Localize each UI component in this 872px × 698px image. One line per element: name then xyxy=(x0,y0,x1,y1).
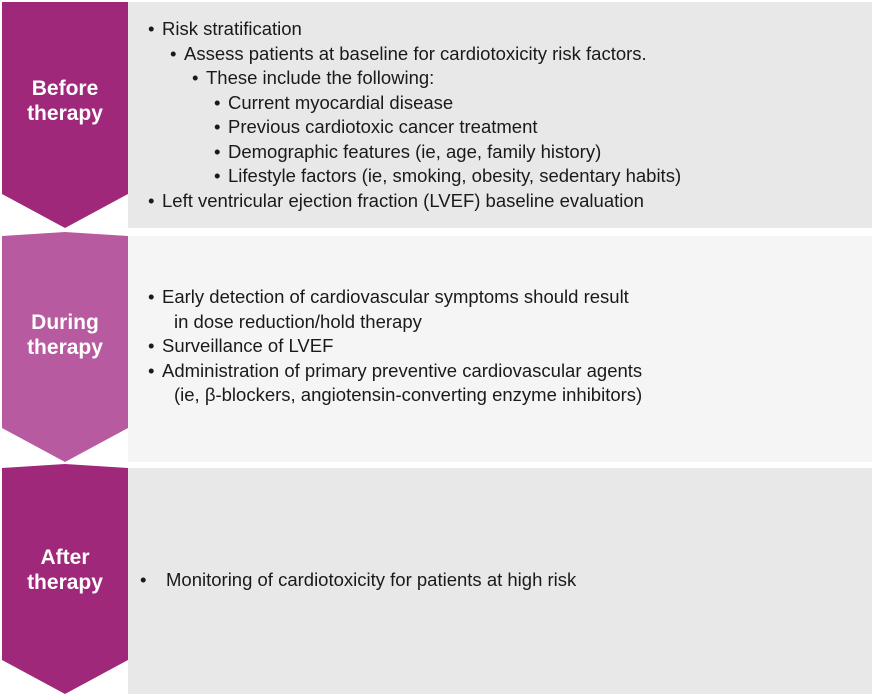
bullet-icon: • xyxy=(214,116,221,137)
early-detection-text-cont: in dose reduction/hold therapy xyxy=(174,310,422,332)
myocardial-disease-text: Current myocardial disease xyxy=(228,91,454,113)
include-following-text: These include the following: xyxy=(206,67,435,88)
surveillance-lvef-text: Surveillance of LVEF xyxy=(162,335,334,356)
list-item xyxy=(206,140,862,165)
list-item xyxy=(140,17,862,42)
bullet-icon: • xyxy=(148,359,155,381)
during-therapy-list xyxy=(140,285,862,408)
bullet-icon: • xyxy=(170,42,177,64)
early-detection-text: Early detection of cardiovascular symptoms should result xyxy=(162,286,629,307)
list-item xyxy=(184,66,862,91)
after-label-line2: therapy xyxy=(27,571,103,594)
after-therapy-label xyxy=(2,545,128,595)
list-item xyxy=(140,359,862,384)
bullet-icon: • xyxy=(148,189,155,211)
assess-patients-text: Assess patients at baseline for cardiotoxicity risk factors. xyxy=(184,42,647,64)
administration-text: Administration of primary preventive cardiovascular agents xyxy=(162,359,643,381)
list-item xyxy=(162,42,862,67)
previous-treatment-text: Previous cardiotoxic cancer treatment xyxy=(228,116,538,137)
bullet-icon: • xyxy=(214,140,221,162)
bullet-icon: • xyxy=(140,569,147,590)
before-therapy-label xyxy=(2,76,128,126)
list-item-continuation xyxy=(140,310,862,335)
bullet-icon: • xyxy=(148,335,155,356)
bullet-icon: • xyxy=(214,165,221,186)
bullet-icon: • xyxy=(148,286,155,307)
after-label-line1: After xyxy=(40,546,90,569)
administration-text-cont: (ie, β-blockers, angiotensin-converting enzyme inhibitors) xyxy=(174,384,643,405)
monitoring-text: Monitoring of cardiotoxicity for patients at high risk xyxy=(166,569,577,590)
lvef-baseline-text: Left ventricular ejection fraction (LVEF) baseline evaluation xyxy=(162,189,644,211)
list-item xyxy=(206,91,862,116)
list-item xyxy=(140,568,862,593)
bullet-icon: • xyxy=(148,18,155,39)
list-item xyxy=(206,115,862,140)
before-therapy-list xyxy=(140,17,862,213)
before-label-line1: Before xyxy=(31,77,99,100)
list-item xyxy=(140,189,862,214)
after-therapy-list xyxy=(140,568,862,593)
bullet-icon: • xyxy=(214,91,221,113)
during-label-line2: therapy xyxy=(27,336,103,359)
during-therapy-label xyxy=(2,310,128,360)
before-label-line2: therapy xyxy=(27,102,103,125)
demographic-features-text: Demographic features (ie, age, family history) xyxy=(228,140,602,162)
during-label-line1: During xyxy=(31,311,99,334)
list-item xyxy=(140,334,862,359)
list-item xyxy=(206,164,862,189)
lifestyle-factors-text: Lifestyle factors (ie, smoking, obesity, sedentary habits) xyxy=(228,165,682,186)
list-item xyxy=(140,285,862,310)
risk-stratification-text: Risk stratification xyxy=(162,18,302,39)
list-item-continuation xyxy=(140,383,862,408)
bullet-icon: • xyxy=(192,67,199,88)
